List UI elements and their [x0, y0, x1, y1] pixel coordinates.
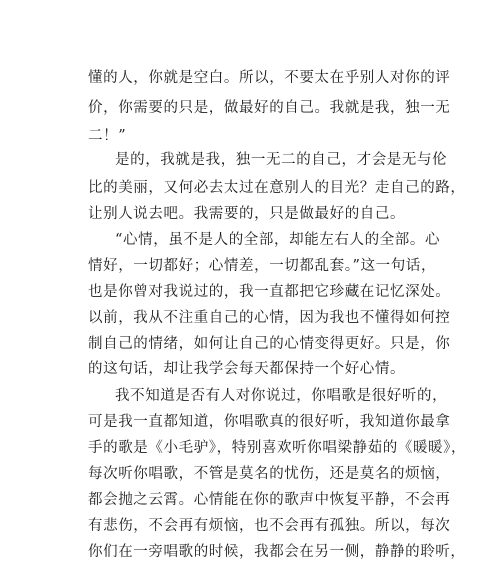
paragraph-3-line-5: 制自己的情绪，如何让自己的心情变得更好。只是，你 — [88, 336, 451, 352]
paragraph-3-line-1: “心情，虽不是人的全部，却能左右人的全部。心 — [115, 232, 441, 248]
paragraph-3-line-4: 以前，我从不注重自己的心情，因为我也不懂得如何控 — [88, 310, 451, 326]
paragraph-4-line-6: 有悲伤，不会再有烦恼，也不会再有孤独。所以，每次 — [88, 518, 451, 534]
paragraph-4-line-3: 手的歌是《小毛驴》，特别喜欢听你唱梁静茹的《暖暖》， — [88, 440, 467, 456]
paragraph-3-line-6: 的这句话，却让我学会每天都保持一个好心情。 — [88, 361, 406, 377]
paragraph-1-line-2: 价，你需要的只是，做最好的自己。我就是我，独一无 — [88, 100, 451, 116]
paragraph-3-line-2: 情好，一切都好；心情差，一切都乱套。”这一句话， — [88, 258, 437, 274]
paragraph-4-line-4: 每次听你唱歌，不管是莫名的忧伤，还是莫名的烦恼， — [88, 466, 451, 482]
paragraph-1-line-1: 懂的人，你就是空白。所以，不要太在乎别人对你的评 — [88, 70, 451, 86]
paragraph-2-line-3: 让别人说去吧。我需要的，只是做最好的自己。 — [88, 206, 406, 222]
paragraph-2-line-2: 比的美丽，又何必去太过在意别人的目光？走自己的路， — [88, 180, 466, 196]
paragraph-4-line-2: 可是我一直都知道，你唱歌真的很好听，我知道你最拿 — [88, 414, 451, 430]
paragraph-1-line-3: 二！” — [88, 128, 127, 144]
paragraph-4-line-1: 我不知道是否有人对你说过，你唱歌是很好听的， — [115, 388, 448, 404]
paragraph-4-line-5: 都会抛之云霄。心情能在你的歌声中恢复平静，不会再 — [88, 492, 451, 508]
paragraph-2-line-1: 是的，我就是我，独一无二的自己，才会是无与伦 — [115, 152, 448, 168]
paragraph-3-line-3: 也是你曾对我说过的，我一直都把它珍藏在记忆深处。 — [88, 284, 451, 300]
paragraph-4-line-7: 你们在一旁唱歌的时候，我都会在另一侧，静静的聆听， — [88, 544, 466, 560]
